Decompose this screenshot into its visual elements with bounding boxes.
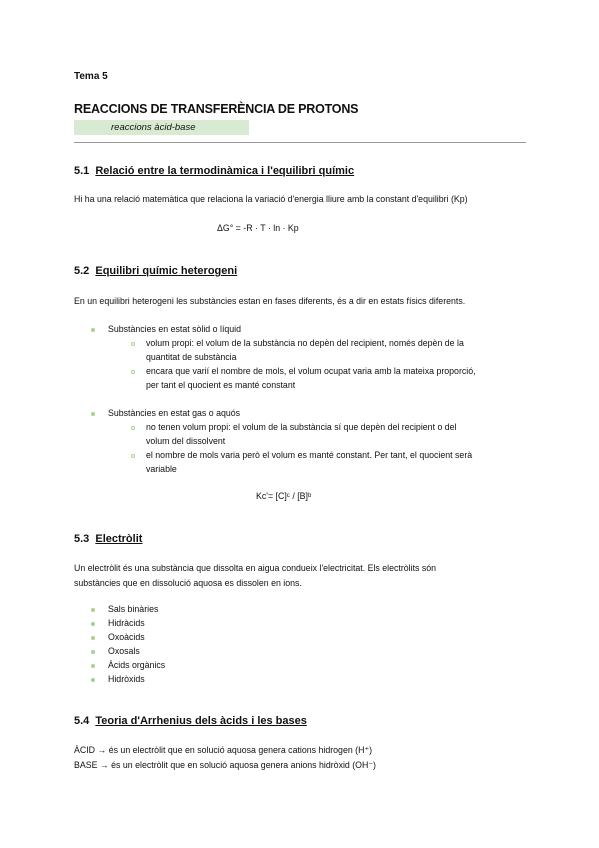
section-paragraph-line: Un electròlit és una substància que dissolta en aigua condueix l'electricitat. Els electròlits són: [74, 563, 437, 573]
bullet-icon: [91, 664, 95, 668]
section-heading-5-2: [74, 265, 237, 277]
highlight-pad-right: [198, 120, 249, 135]
sub-list-item-line: no tenen volum propi: el volum de la substància sí que depèn del recipient o del: [146, 422, 457, 432]
section-title: Electròlit: [95, 533, 143, 545]
list-item: Substàncies en estat sòlid o líquid: [108, 324, 242, 334]
topic-label: Tema 5: [74, 71, 108, 82]
equilibrium-constant-formula: Kc'= [C]ᶜ / [B]ᵇ: [256, 491, 312, 501]
circle-bullet-icon: [131, 454, 135, 458]
sub-list-item-line: quantitat de substància: [146, 352, 237, 362]
sub-list-item-line: encara que varií el nombre de mols, el volum ocupat varia amb la mateixa proporció,: [146, 366, 476, 376]
section-title: Teoria d'Arrhenius dels àcids i les bases: [95, 715, 307, 727]
bullet-icon: [91, 608, 95, 612]
bullet-icon: [91, 622, 95, 626]
section-heading-5-1: [74, 165, 354, 177]
bullet-icon: [91, 412, 95, 416]
sub-list-item-line: volum propi: el volum de la substància no depèn del recipient, només depèn de la: [146, 338, 464, 348]
section-heading-5-3: [74, 533, 142, 545]
circle-bullet-icon: [131, 426, 135, 430]
highlight-pad-left: [74, 120, 109, 135]
section-paragraph: En un equilibri heterogeni les substàncies estan en fases diferents, és a dir en estats físics diferents.: [74, 296, 466, 306]
bullet-icon: [91, 678, 95, 682]
circle-bullet-icon: [131, 342, 135, 346]
bullet-icon: [91, 636, 95, 640]
sub-list-item-line: el nombre de mols varia però el volum es manté constant. Per tant, el quocient serà: [146, 450, 473, 460]
sub-list-item-line: variable: [146, 464, 177, 474]
circle-bullet-icon: [131, 370, 135, 374]
section-paragraph: Hi ha una relació matemàtica que relaciona la variació d'energia lliure amb la constant d'equilibri (Kp): [74, 194, 468, 204]
acid-definition: ÀCID → és un electròlit que en solució aquosa genera cations hidrogen (H⁺): [74, 745, 373, 755]
subtitle-highlight: [74, 120, 249, 135]
title-divider: [74, 142, 526, 143]
sub-list-item-line: volum del dissolvent: [146, 436, 226, 446]
section-number: 5.2: [74, 265, 90, 277]
base-definition: BASE → és un electròlit que en solució aquosa genera anions hidròxid (OH⁻): [74, 760, 376, 770]
list-item: Hidràcids: [108, 618, 145, 628]
gibbs-formula: ΔG° = -R · T · ln · Kp: [217, 223, 299, 233]
list-item: Oxoàcids: [108, 632, 145, 642]
section-title: Equilibri químic heterogeni: [95, 265, 238, 277]
document-title: REACCIONS DE TRANSFERÈNCIA DE PROTONS: [74, 102, 359, 116]
sub-list-item-line: per tant el quocient es manté constant: [146, 380, 296, 390]
list-item: Àcids orgànics: [108, 660, 166, 670]
list-item: Hidròxids: [108, 674, 145, 684]
section-number: 5.3: [74, 533, 90, 545]
section-heading-5-4: [74, 715, 307, 727]
bullet-icon: [91, 328, 95, 332]
bullet-icon: [91, 650, 95, 654]
list-item: Substàncies en estat gas o aquós: [108, 408, 241, 418]
section-title: Relació entre la termodinàmica i l'equilibri químic: [95, 165, 355, 177]
list-item: Oxosals: [108, 646, 140, 656]
list-item: Sals binàries: [108, 604, 159, 614]
section-number: 5.4: [74, 715, 90, 727]
section-paragraph-line: substàncies que en dissolució aquosa es dissolen en ions.: [74, 578, 302, 588]
section-number: 5.1: [74, 165, 90, 177]
document-subtitle: reaccions àcid-base: [111, 122, 196, 133]
